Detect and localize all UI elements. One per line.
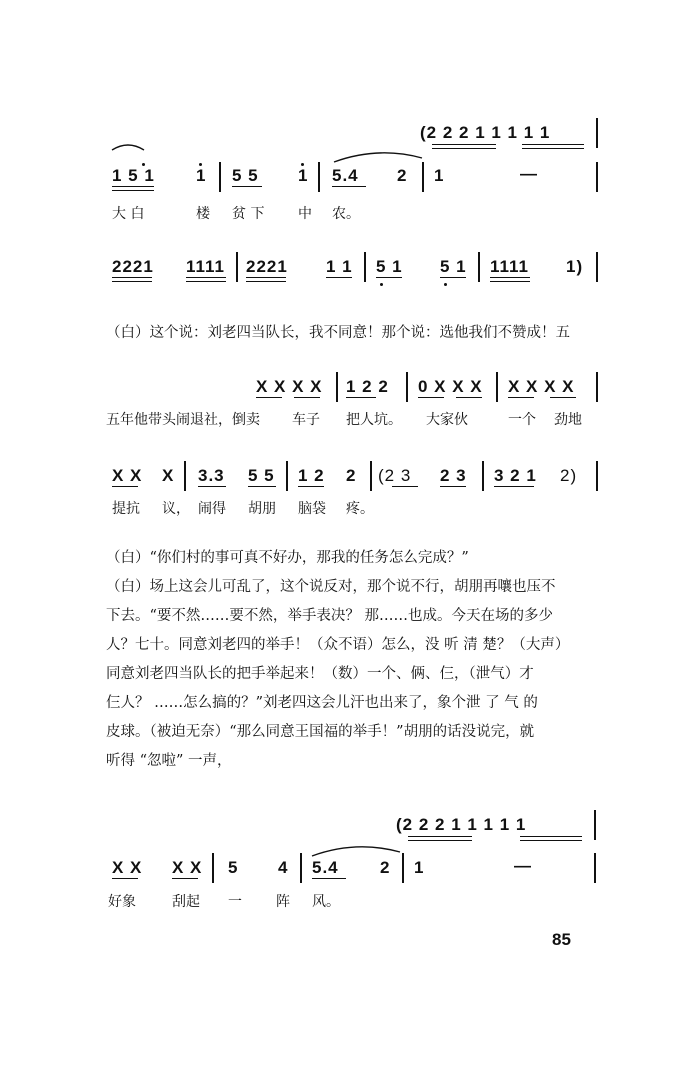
note-group: 1 2 [298,466,325,485]
note-group: X X [172,858,203,877]
lyric: 风。 [312,894,340,910]
note-group: 2221 [246,257,288,276]
note-group: 2221 [112,257,154,276]
note: 2 [346,466,357,485]
note-group: 3 2 1 [494,466,537,485]
narration-line: 同意刘老四当队长的把手举起来！（数）一个、俩、仨，（泄气）才 [106,666,534,682]
note: 1) [566,257,584,276]
narration-line: 人？七十。同意刘老四的举手！（众不语）怎么，没 听 清 楚？（大声） [106,637,570,653]
lyric: 五年他带头闹退社，倒卖 [106,412,260,428]
note-group: 5 5 [248,466,275,485]
score5-intro: (2 2 2 1 1 1 1 1 [396,815,527,834]
note-group: 0 X X X [418,377,483,396]
note: X [162,466,175,485]
note: 2 [397,166,408,185]
lyric: 阵 [276,894,290,910]
note-group: 1 2 2 [346,377,389,396]
note-group: 1111 [186,257,226,276]
lyric: 大家伙 [426,412,468,428]
lyric: 脑袋 [298,501,326,517]
lyric: 大 白 [112,206,145,222]
note: 1 [298,166,309,185]
note-group: 1111 [490,257,530,276]
note-group: 5 5 [232,166,259,185]
note-group: 5.4 [312,858,339,877]
note-group: 5.4 [332,166,359,185]
note: 4 [278,858,289,877]
lyric: 刮起 [172,894,200,910]
lyric: 好象 [108,894,136,910]
note: 1 [434,166,445,185]
note-group: (2 3 [378,466,412,485]
lyric: 一 [228,894,242,910]
note-group: 1 1 [326,257,353,276]
note-group: 1 5 1 [112,166,155,185]
lyric: 胡朋 [248,501,276,517]
note: 5 [228,858,239,877]
lyric: 车子 [292,412,320,428]
dialogue-line: （白）这个说：刘老四当队长，我不同意！那个说：选他我们不赞成！五 [106,325,570,341]
tie-mark [310,842,402,858]
note-group: X X X X [508,377,575,396]
lyric: 中 [298,206,312,222]
lyric: 疼。 [346,501,374,517]
note-group: X X [112,466,143,485]
lyric: 提抗 [112,501,140,517]
note: 1 [414,858,425,877]
lyric: 把人坑。 [346,412,402,428]
lyric: 楼 [196,206,210,222]
slur-mark [110,140,146,152]
tie-mark [332,148,424,164]
note-group: 3.3 [198,466,225,485]
note-group: X X X X [256,377,323,396]
page-number: 85 [552,930,571,949]
lyric: 贫 下 [232,206,265,222]
narration-line: 仨人？ ……怎么搞的？”刘老四这会儿汗也出来了，象个泄 了 气 的 [106,695,538,711]
note: 1 [196,166,207,185]
narration-line: 听得 “忽啦” 一声， [106,753,232,769]
lyric: 农。 [332,206,360,222]
note-group: 2 3 [440,466,467,485]
narration-line: （白）场上这会儿可乱了，这个说反对，那个说不行，胡朋再嚷也压不 [106,579,556,595]
lyric: 闹得 [198,501,226,517]
note: 2 [380,858,391,877]
narration-line: 皮球。（被迫无奈）“那么同意王国福的举手！”胡朋的话没说完，就 [106,724,535,740]
note-group: X X [112,858,143,877]
lyric: 一个 [508,412,536,428]
note-group: 5 1 [376,257,403,276]
narration-line: 下去。“要不然……要不然，举手表决？ 那……也成。今天在场的多少 [106,608,554,624]
dialogue-line: （白）“你们村的事可真不好办，那我的任务怎么完成？” [106,550,469,566]
score1-intro: (2 2 2 1 1 1 1 1 [420,123,551,142]
dash: — [514,856,532,875]
note-group: 5 1 [440,257,467,276]
lyric: 劲地 [554,412,582,428]
lyric: 议， [162,501,190,517]
dash: — [520,164,538,183]
note: 2) [560,466,578,485]
